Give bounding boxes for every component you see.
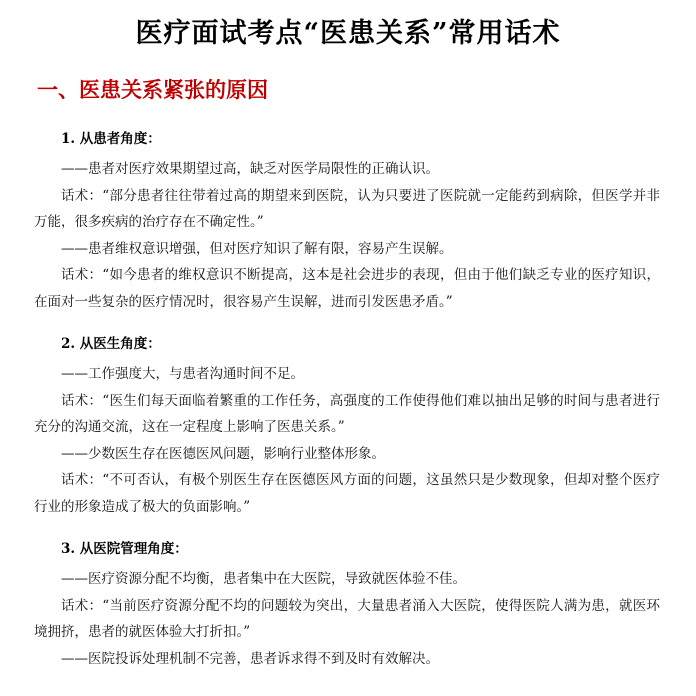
subsection-label: 2. 从医生角度：	[61, 336, 161, 352]
paragraph: 话术：“当前医疗资源分配不均的问题较为突出，大量患者涌入大医院，使得医院人满为患，就医环境拥挤，患者的就医体验大打折扣。”	[34, 597, 660, 640]
paragraph: ——少数医生存在医德医风问题，影响行业整体形象。	[61, 445, 385, 462]
paragraph: ——患者维权意识增强，但对医疗知识了解有限，容易产生误解。	[61, 240, 453, 257]
paragraph: ——医疗资源分配不均衡，患者集中在大医院，导致就医体验不佳。	[61, 571, 466, 587]
paragraph: ——工作强度大，与患者沟通时间不足。	[61, 366, 304, 382]
document-title: 医疗面试考点“医患关系”常用话术	[135, 18, 561, 49]
spacer	[34, 315, 660, 329]
paragraph: 话术：“不可否认，有极个别医生存在医德医风方面的问题，这虽然只是少数现象，但却对整个医疗行业的形象造成了极大的负面影响。”	[34, 472, 660, 515]
section-content	[34, 124, 660, 672]
paragraph: ——医院投诉处理机制不完善，患者诉求得不到及时有效解决。	[61, 650, 439, 667]
subsection-label: 1. 从患者角度：	[61, 131, 161, 147]
paragraph: 话术：“部分患者往往带着过高的期望来到医院，认为只要进了医院就一定能药到病除，但医学并非万能，很多疾病的治疗存在不确定性。”	[34, 187, 660, 230]
subsection-doctor	[34, 333, 660, 520]
section-heading: 一、医患关系紧张的原因	[37, 77, 268, 102]
paragraph: 话术：“医生们每天面临着繁重的工作任务，高强度的工作使得他们难以抽出足够的时间与患者进行充分的沟通交流，这在一定程度上影响了医患关系。”	[34, 392, 660, 435]
subsection-label: 3. 从医院管理角度：	[61, 541, 188, 557]
subsection-hospital	[34, 538, 660, 672]
subsection-patient	[34, 128, 660, 315]
paragraph: 话术：“如今患者的维权意识不断提高，这本是社会进步的表现，但由于他们缺乏专业的医疗知识，在面对一些复杂的医疗情况时，很容易产生误解，进而引发医患矛盾。”	[34, 267, 660, 310]
paragraph: ——患者对医疗效果期望过高，缺乏对医学局限性的正确认识。	[61, 161, 439, 177]
spacer	[34, 520, 660, 534]
